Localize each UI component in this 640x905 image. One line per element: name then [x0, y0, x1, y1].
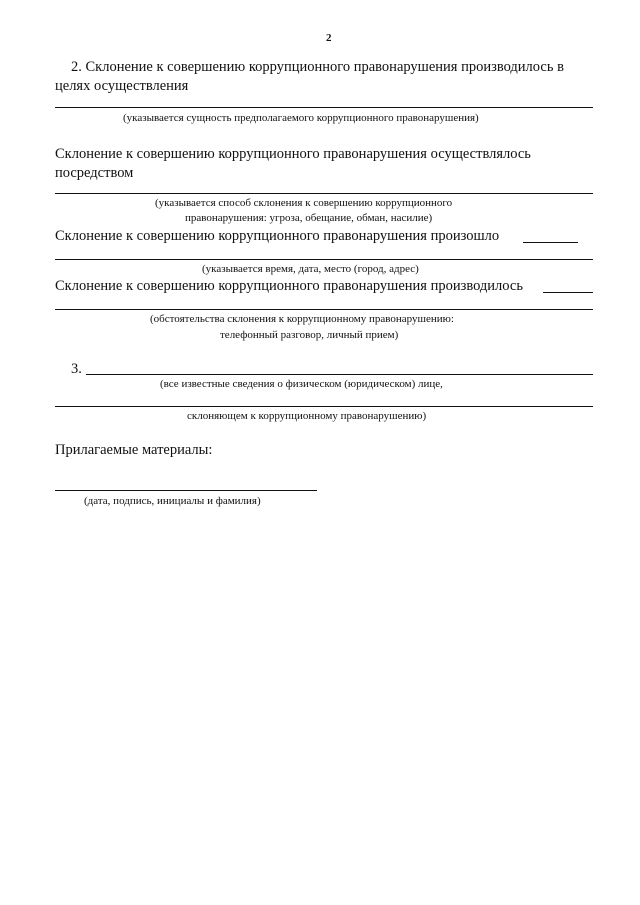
hint-person-1: (все известные сведения о физическом (юридическом) лице, — [160, 378, 443, 390]
signature-hint: (дата, подпись, инициалы и фамилия) — [84, 495, 261, 507]
essence-fill-line — [55, 107, 593, 108]
occurred-fill-line-short — [523, 242, 578, 243]
person-fill-line-2 — [55, 406, 593, 407]
hint-time-place: (указывается время, дата, место (город, адрес) — [202, 263, 419, 275]
person-fill-line — [86, 374, 593, 375]
occurred-text: Склонение к совершению коррупционного правонарушения произошло — [55, 228, 500, 244]
means-fill-line — [55, 193, 593, 194]
hint-means-2: правонарушения: угроза, обещание, обман, насилие) — [185, 212, 433, 224]
page-number: 2 — [326, 32, 332, 44]
section3-number: 3. — [71, 361, 82, 377]
hint-circumstances-1: (обстоятельства склонения к коррупционному правонарушению: — [150, 313, 454, 325]
signature-fill-line — [55, 490, 317, 491]
means-line1: Склонение к совершению коррупционного правонарушения осуществлялось — [55, 146, 531, 162]
conducted-fill-line — [55, 309, 593, 310]
section2-line1: 2. Склонение к совершению коррупционного правонарушения производилось в — [71, 59, 564, 75]
hint-means-1: (указывается способ склонения к совершению коррупционного — [155, 197, 453, 209]
occurred-fill-line — [55, 259, 593, 260]
means-line2: посредством — [55, 165, 134, 181]
conducted-text: Склонение к совершению коррупционного правонарушения производилось — [55, 278, 523, 294]
hint-essence: (указывается сущность предполагаемого коррупционного правонарушения) — [123, 112, 479, 124]
section2-line2: целях осуществления — [55, 78, 189, 94]
hint-person-2: склоняющем к коррупционному правонарушению) — [187, 410, 427, 422]
hint-circumstances-2: телефонный разговор, личный прием) — [220, 329, 399, 341]
attachments-label: Прилагаемые материалы: — [55, 442, 213, 458]
conducted-fill-line-short — [543, 292, 593, 293]
